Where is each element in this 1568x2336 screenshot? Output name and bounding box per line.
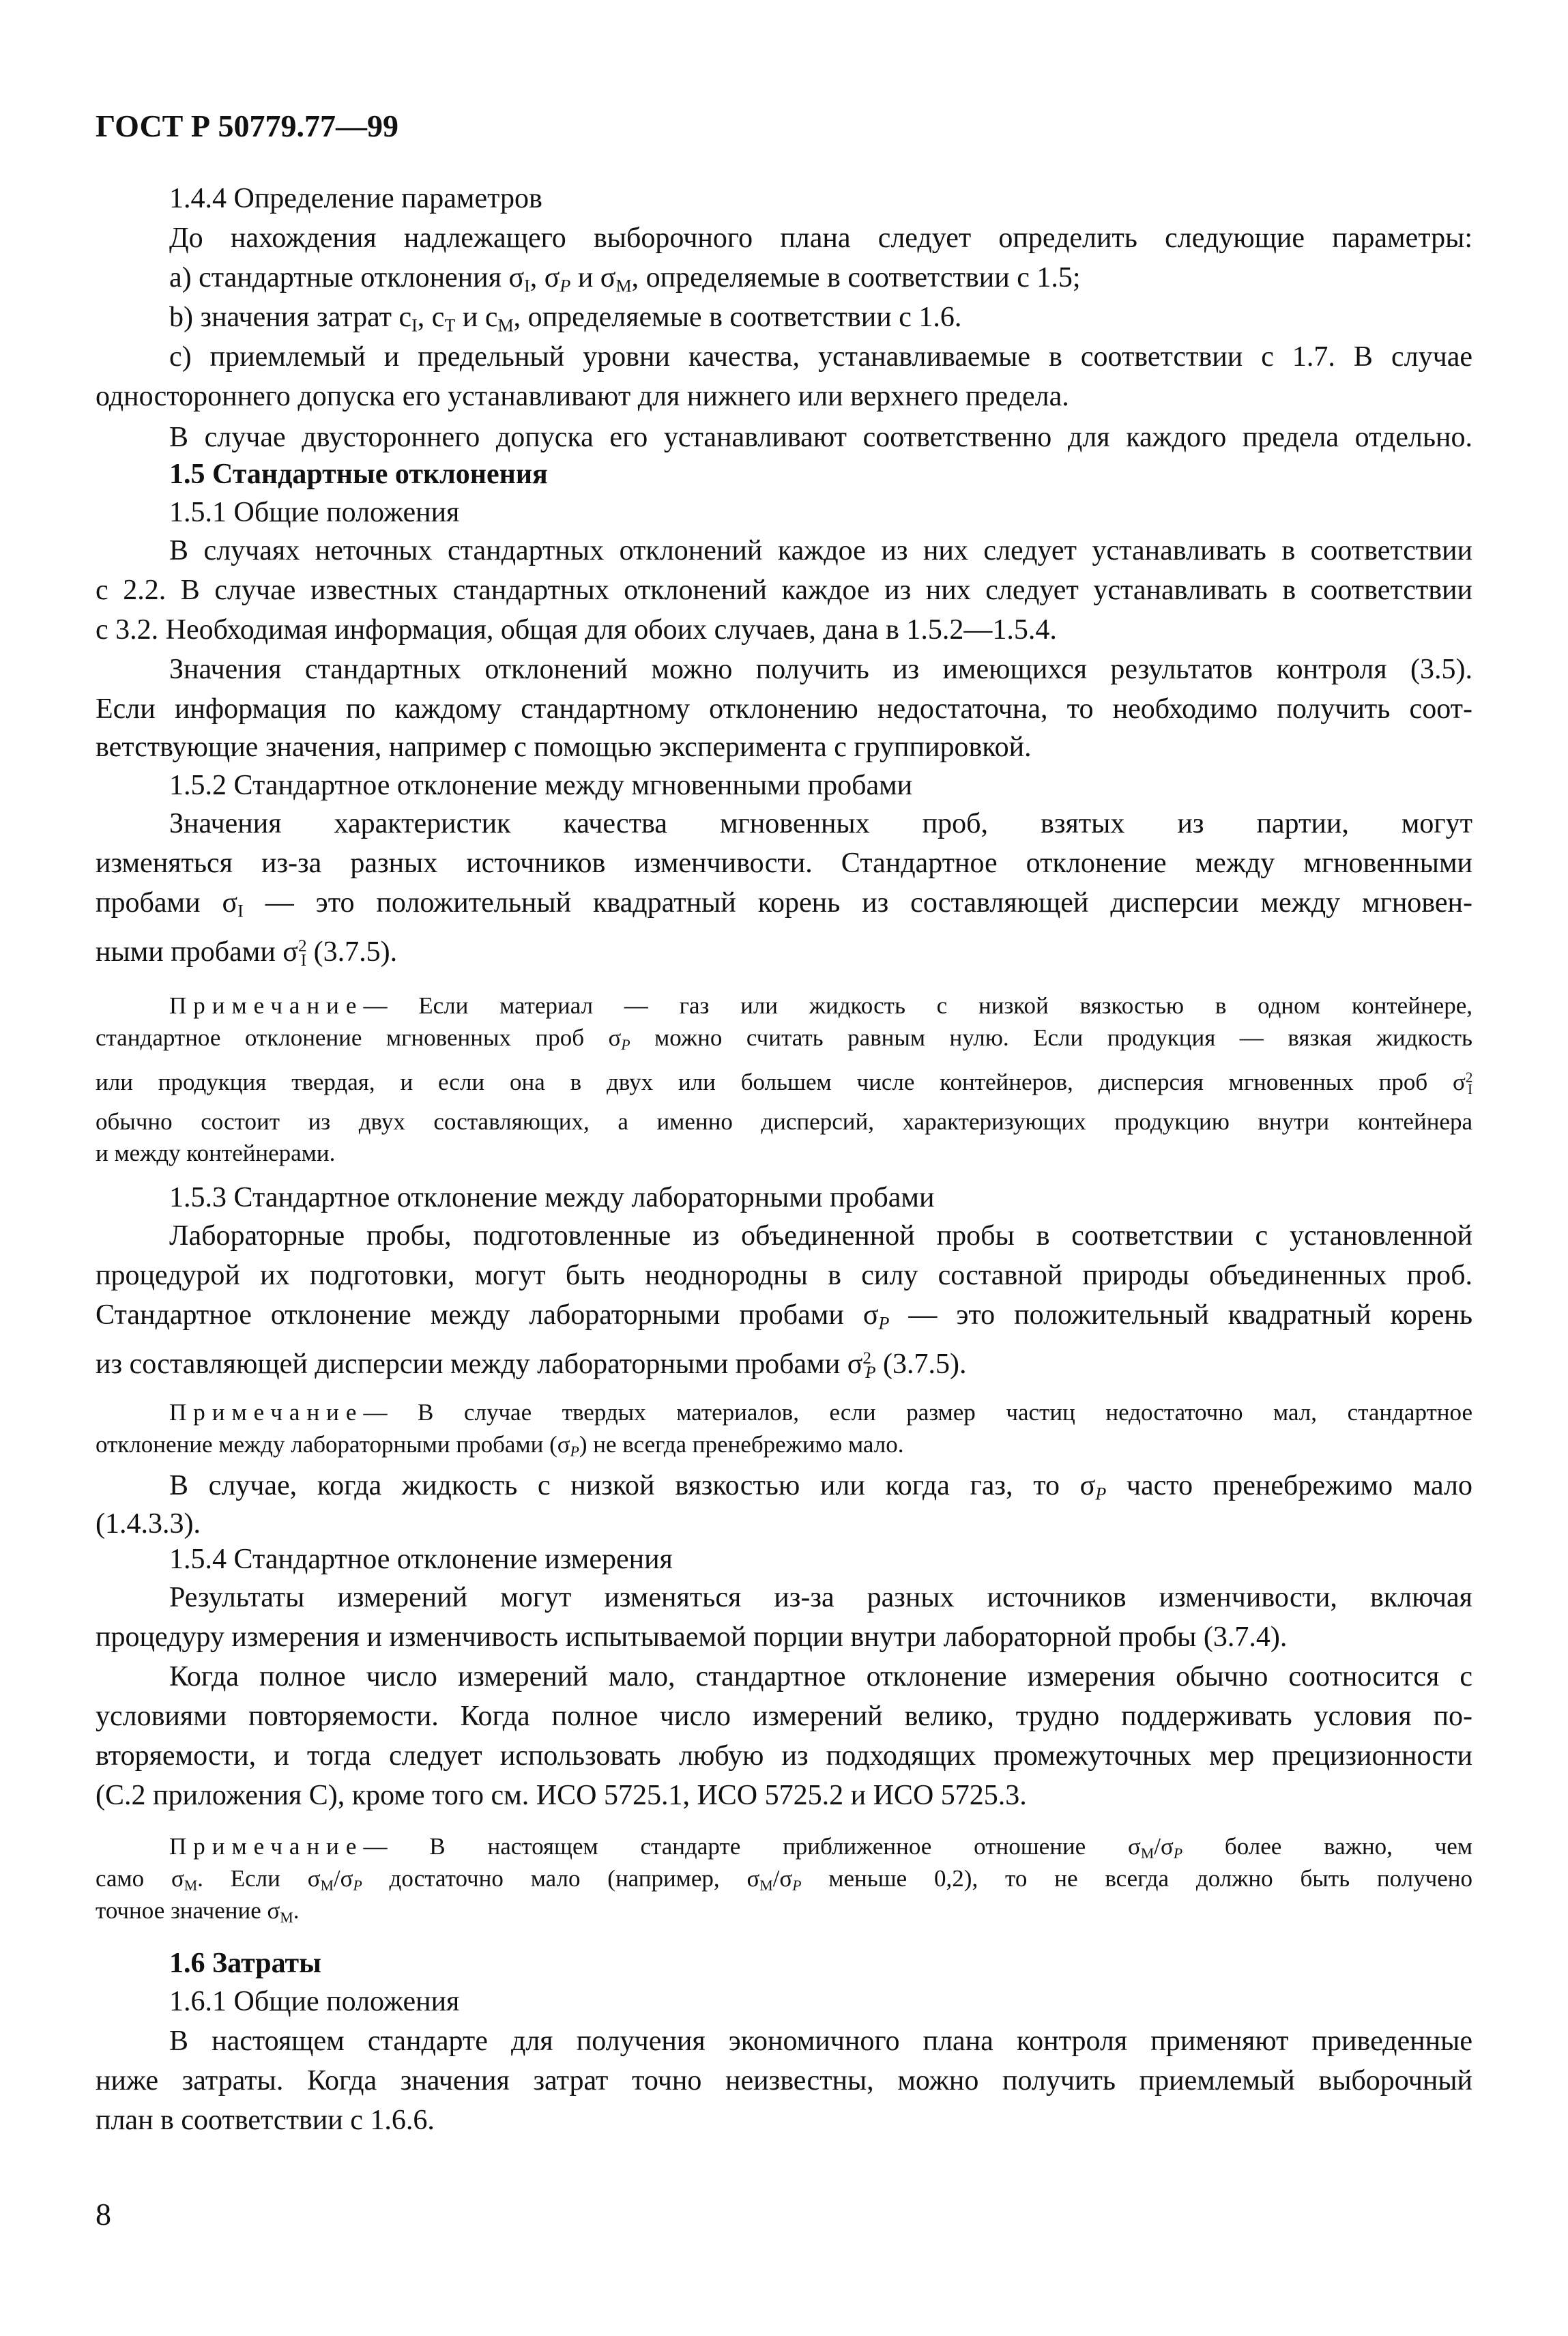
paragraph-line: из составляющей дисперсии между лабораторными пробами $\sigma^2_P$ (3.7.5). xyxy=(96,1349,967,1383)
paragraph-line: ными пробами $\sigma^2_I$ (3.7.5). xyxy=(96,936,398,970)
note-line: точное значение $\sigma_M$. xyxy=(96,1897,300,1927)
note-line: само $\sigma_M$. Если $\sigma_M/\sigma_P$ достаточно мало (например, $\sigma_M/\sigma_P$ меньше 0,2), то не всегда должно быть получено xyxy=(96,1865,1473,1894)
list-item-c: с) приемлемый и предельный уровни качества, устанавливаемые в соответствии с 1.7. В случае xyxy=(169,341,1472,373)
paragraph-line: В случаях неточных стандартных отклонений каждое из них следует устанавливать в соответствии xyxy=(169,535,1472,566)
paragraph-line: Стандартное отклонение между лабораторными пробами $\sigma_P$ — это положительный квадратный корень xyxy=(96,1299,1472,1333)
paragraph-line: изменяться из-за разных источников изменчивости. Стандартное отклонение между мгновенными xyxy=(96,848,1472,879)
list-item-a: а) стандартные отклонения $\sigma_I$, $\sigma_P$ и $\sigma_M$, определяемые в соответствии с 1.5; xyxy=(169,262,1081,296)
section-1-5-1-title: 1.5.1 Общие положения xyxy=(169,497,460,528)
section-1-5-4-title: 1.5.4 Стандартное отклонение измерения xyxy=(169,1544,673,1575)
paragraph-line: Результаты измерений могут изменяться из-за разных источников изменчивости, включая xyxy=(169,1582,1472,1613)
paragraph-line: вторяемости, и тогда следует использовать любую из подходящих промежуточных мер прецизионности xyxy=(96,1740,1472,1772)
paragraph-line: (1.4.3.3). xyxy=(96,1508,201,1540)
page-number: 8 xyxy=(96,2197,111,2232)
paragraph-line: В случае, когда жидкость с низкой вязкостью или когда газ, то $\sigma_P$ часто пренебрежимо мало xyxy=(169,1470,1473,1504)
note-1-5-3: Примечание— В случае твердых материалов, если размер частиц недостаточно мал, стандартное xyxy=(169,1399,1472,1426)
section-1-4-4-title: 1.4.4 Определение параметров xyxy=(169,183,542,214)
paragraph-line: одностороннего допуска его устанавливают для нижнего или верхнего предела. xyxy=(96,381,1069,412)
list-item-b: b) значения затрат $с_I$, $с_T$ и $с_M$, определяемые в соответствии с 1.6. xyxy=(169,302,962,336)
note-line: и между контейнерами. xyxy=(96,1140,336,1166)
paragraph-line: с 2.2. В случае известных стандартных отклонений каждое из них следует устанавливать в соответствии xyxy=(96,575,1472,606)
paragraph-line: план в соответствии с 1.6.6. xyxy=(96,2105,435,2136)
paragraph-line: ветствующие значения, например с помощью эксперимента с группировкой. xyxy=(96,732,1032,763)
paragraph-line: пробами $\sigma_I$ — это положительный квадратный корень из составляющей дисперсии между мгновен- xyxy=(96,887,1472,921)
section-1-5-2-title: 1.5.2 Стандартное отклонение между мгновенными пробами xyxy=(169,770,913,801)
note-1-5-2: Примечание— Если материал — газ или жидкость с низкой вязкостью в одном контейнере, xyxy=(169,992,1472,1019)
standard-header: ГОСТ Р 50779.77—99 xyxy=(96,109,398,143)
paragraph-line: Когда полное число измерений мало, стандартное отклонение измерения обычно соотносится с xyxy=(169,1661,1472,1692)
note-line: обычно состоит из двух составляющих, а именно дисперсий, характеризующих продукцию внутри контейнера xyxy=(96,1108,1472,1135)
paragraph-line: Значения стандартных отклонений можно получить из имеющихся результатов контроля (3.5). xyxy=(169,654,1472,685)
paragraph-line: В случае двустороннего допуска его устанавливают соответственно для каждого предела отдельно. xyxy=(169,422,1472,453)
note-line: или продукция твердая, и если она в двух или большем числе контейнеров, дисперсия мгновенных проб $\sigma^2_I$ xyxy=(96,1069,1473,1097)
paragraph-line: процедурой их подготовки, могут быть неоднородны в силу составной природы объединенных проб. xyxy=(96,1260,1472,1291)
note-line: стандартное отклонение мгновенных проб $\sigma_P$ можно считать равным нулю. Если продукция — вязкая жидкость xyxy=(96,1024,1472,1054)
note-1-5-4: Примечание— В настоящем стандарте приближенное отношение $\sigma_M/\sigma_P$ более важно, чем xyxy=(169,1833,1472,1862)
paragraph-line: (С.2 приложения С), кроме того см. ИСО 5725.1, ИСО 5725.2 и ИСО 5725.3. xyxy=(96,1780,1027,1811)
paragraph-line: В настоящем стандарте для получения экономичного плана контроля применяют приведенные xyxy=(169,2025,1472,2057)
section-1-5-title: 1.5 Стандартные отклонения xyxy=(169,459,548,490)
note-line: отклонение между лабораторными пробами $(\sigma_P)$ не всегда пренебрежимо мало. xyxy=(96,1431,904,1460)
section-1-6-1-title: 1.6.1 Общие положения xyxy=(169,1986,460,2017)
paragraph-line: До нахождения надлежащего выборочного плана следует определить следующие параметры: xyxy=(169,222,1472,254)
paragraph-line: Лабораторные пробы, подготовленные из объединенной пробы в соответствии с установленной xyxy=(169,1220,1472,1252)
section-1-6-title: 1.6 Затраты xyxy=(169,1948,321,1979)
section-1-5-3-title: 1.5.3 Стандартное отклонение между лабораторными пробами xyxy=(169,1182,935,1213)
paragraph-line: с 3.2. Необходимая информация, общая для обоих случаев, дана в 1.5.2—1.5.4. xyxy=(96,614,1057,646)
paragraph-line: условиями повторяемости. Когда полное число измерений велико, трудно поддерживать условия по- xyxy=(96,1701,1472,1732)
paragraph-line: ниже затраты. Когда значения затрат точно неизвестны, можно получить приемлемый выборочный xyxy=(96,2065,1472,2096)
paragraph-line: Значения характеристик качества мгновенных проб, взятых из партии, могут xyxy=(169,808,1472,839)
paragraph-line: процедуру измерения и изменчивость испытываемой порции внутри лабораторной пробы (3.7.4). xyxy=(96,1621,1288,1653)
paragraph-line: Если информация по каждому стандартному отклонению недостаточна, то необходимо получить соот- xyxy=(96,693,1472,725)
